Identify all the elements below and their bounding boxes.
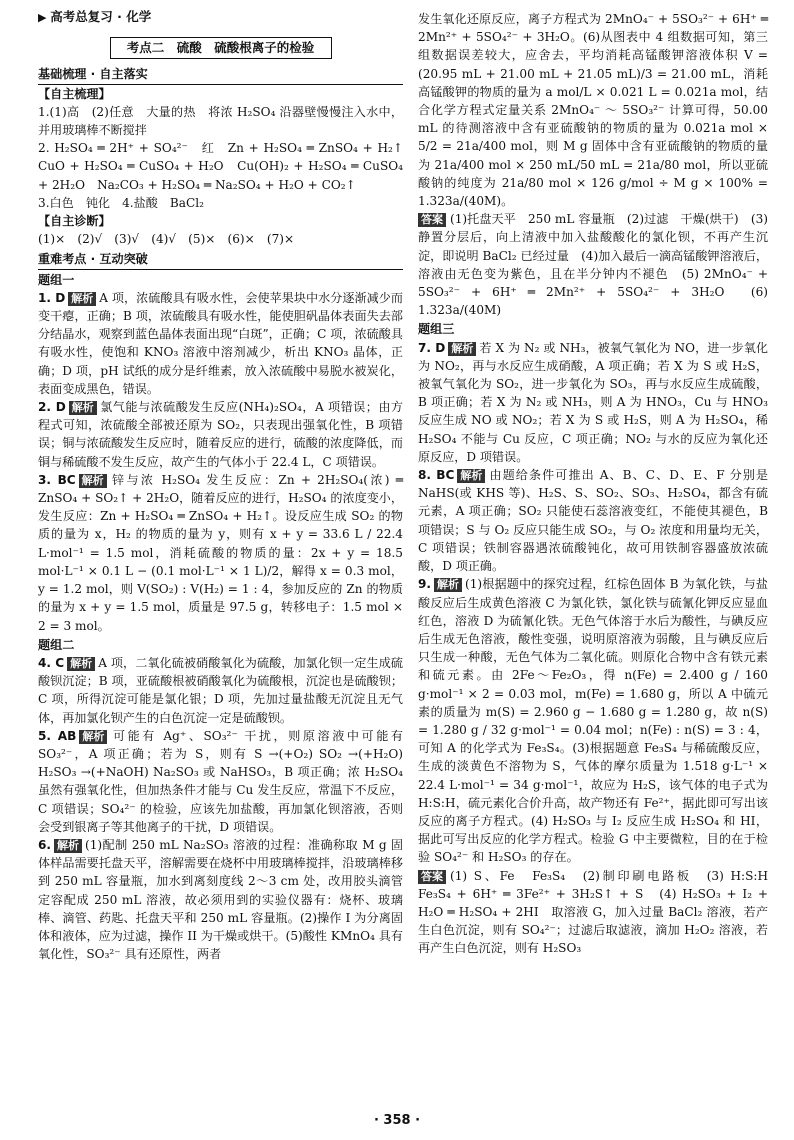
answer-item: [418, 867, 781, 958]
question-item: [38, 727, 403, 836]
question-number: 8. BC: [418, 468, 455, 483]
review-item: 2. H₂SO₄ ═ 2H⁺ + SO₄²⁻ 红 Zn + H₂SO₄ ═ ZnSO₄ + H₂↑ CuO + H₂SO₄ ═ CuSO₄ + H₂O Cu(OH)₂ + H₂SO₄ ═ CuSO₄ + 2H₂O Na₂CO₃ + H₂SO₄ ═ Na₂SO₄ + H₂O + CO₂↑: [38, 141, 416, 192]
question-analysis: 由题给条件可推出 A、B、C、D、E、F 分别是 NaHS(或 KHS 等)、H₂S、S、SO₂、SO₃、H₂SO₄，都含有硫元素，A 项正确；SO₂ 只能使石蕊溶液变红，不能使其褪色，B 项错误；S 与 O₂ 反应只能生成 SO₂，与 O₂ 浓度和用量均无关，C 项错误；铁制容器遇浓硫酸钝化，故可用铁制容器盛放浓硫酸，D 项正确。: [418, 468, 768, 574]
analysis-tag: 解析: [79, 730, 107, 744]
question-item: [418, 575, 768, 866]
analysis-tag: 解析: [54, 839, 82, 853]
analysis-tag: 解析: [68, 292, 96, 306]
analysis-tag: 解析: [69, 401, 97, 415]
question-item: [418, 339, 768, 466]
page-number: · 358 ·: [373, 1113, 421, 1128]
question-number: 5. AB: [38, 728, 77, 743]
question-item: [418, 466, 768, 575]
analysis-tag: 解析: [79, 474, 107, 488]
question-number: 2. D: [38, 400, 66, 415]
question-item: [38, 398, 403, 471]
analysis-tag: 解析: [448, 342, 476, 356]
sub-diagnosis: 【自主诊断】: [38, 214, 111, 229]
answer-tag: 答案: [418, 870, 446, 884]
question-analysis: A 项，二氧化硫被硝酸氧化为硫酸，加氯化钡一定生成硫酸钡沉淀；B 项，亚硫酸根被硝酸氧化为硫酸根，沉淀也是硫酸钡；C 项，所得沉淀可能是氯化银；D 项，先加过量盐酸无沉淀且无气体，再加氯化钡产生的白色沉淀一定是硫酸钡。: [38, 655, 403, 725]
question-analysis: A 项，浓硫酸具有吸水性，会使苹果块中水分逐渐减少而变干瘪，正确；B 项，浓硫酸具有吸水性，能使胆矾晶体表面失去部分结晶水，观察到蓝色晶体表面出现“白斑”，正确；C 项，浓硫酸具有吸水性，使饱和 KNO₃ 溶液中溶剂减少，析出 KNO₃ 晶体，正确；D 项，pH 试纸的成分是纤维素，放入浓硫酸中易脱水被炭化，表面变成黑色，错误。: [38, 290, 403, 396]
right-column: [418, 10, 781, 958]
analysis-tag: 解析: [434, 578, 462, 592]
question-analysis: 氯气能与浓硫酸发生反应(NH₄)₂SO₄，A 项错误；由方程式可知，浓硫酸全部被还原为 SO₂，只表现出强氧化性，B 项错误；铜与浓硫酸发生反应时，随着反应的进行，硫酸的浓度降低，而铜与稀硫酸不发生反应，故产生的气体小于 22.4 L，C 项错误。: [38, 400, 403, 469]
question-analysis: 可能有 Ag⁺、SO₃²⁻ 干扰，则原溶液中可能有 SO₃²⁻，A 项正确；若为 S，则有 S →(+O₂) SO₂ →(+H₂O) H₂SO₃ →(+NaOH) Na₂SO₃ 或 NaHSO₃，B 项正确；浓 H₂SO₄ 虽然有强氧化性，但加热条件才能与 Cu 发生反应，常温下不反应，C 项错误；SO₄²⁻ 的检验，应该先加盐酸，再加氯化钡溶液，否则会受到银离子等其他离子的干扰，D 项错误。: [38, 728, 403, 834]
running-header: ▶ 高考总复习 · 化学: [38, 8, 403, 27]
question-item: [38, 289, 403, 398]
answer-text: (1)托盘天平 250 mL 容量瓶 (2)过滤 干燥(烘干) (3)静置分层后，向上清液中加入盐酸酸化的氯化钡，不再产生沉淀，即说明 BaCl₂ 已经过量 (4)加入最后一滴高锰酸钾溶液后，溶液由无色变为紫色，且在半分钟内不褪色 (5) 2MnO₄⁻ + 5SO₃²⁻ + 6H⁺ ═ 2Mn²⁺ + 5SO₄²⁻ + 3H₂O (6) 1.323a/(40M): [418, 212, 768, 318]
question-analysis: 若 X 为 N₂ 或 NH₃，被氧气氧化为 NO，进一步氧化为 NO₂，再与水反应生成硝酸，A 项正确；若 X 为 S 或 H₂S，被氧气氧化为 SO₂，进一步氧化为 SO₃，再与水反应生成硫酸，B 项正确；若 X 为 N₂ 或 NH₃，则 A 为 HNO₃，Cu 与 HNO₃ 反应生成 NO 或 NO₂；若 X 为 S 或 H₂S，则 A 为 H₂SO₄，稀 H₂SO₄ 不能与 Cu 反应，C 项正确；NO₂ 与水的反应为氧化还原反应，D 项错误。: [418, 340, 768, 464]
question-item: [38, 654, 403, 727]
question-number: 6.: [38, 837, 52, 852]
review-item: 1.(1)高 (2)任意 大量的热 将浓 H₂SO₄ 沿器壁慢慢注入水中，并用玻璃棒不断搅拌: [38, 104, 403, 138]
question-analysis: 锌与浓 H₂SO₄ 发生反应：Zn + 2H₂SO₄(浓) ═ ZnSO₄ + SO₂↑ + 2H₂O，随着反应的进行，H₂SO₄ 的浓度变小，发生反应：Zn + H₂SO₄ ═ ZnSO₄ + H₂↑。设反应生成 SO₂ 的物质的量为 x，H₂ 的物质的量为 y，则有 x + y = 33.6 L / 22.4 L·mol⁻¹ = 1.5 mol，消耗硫酸的物质的量：2x + y = 18.5 mol·L⁻¹ × 0.1 L − (0.1 mol·L⁻¹ × 1 L)/2，解得 x = 0.3 mol，y = 1.2 mol，则 V(SO₂) : V(H₂) = 1 : 4，参加反应的 Zn 的物质的量为 x + y = 1.5 mol，质量是 97.5 g，转移电子：1.5 mol × 2 = 3 mol。: [38, 472, 403, 633]
question-item: [38, 471, 403, 635]
review-item: 3.白色 钝化 4.盐酸 BaCl₂: [38, 195, 204, 210]
question-number: 9.: [418, 577, 432, 592]
question-number: 1. D: [38, 290, 66, 305]
left-column: [38, 8, 416, 963]
answer-text: (1) S、Fe Fe₃S₄ (2)制印刷电路板 (3) H:S:H Fe₃S₄ + 6H⁺ ═ 3Fe²⁺ + 3H₂S↑ + S (4) H₂SO₃ + I₂ + H₂O ═ H₂SO₄ + 2HI 取溶液 G，加入过量 BaCl₂ 溶液，若产生白色沉淀，则有 SO₄²⁻；过滤后取滤液，滴加 H₂O₂ 溶液，若再产生白色沉淀，则有 H₂SO₃: [418, 868, 781, 956]
group-two-label: 题组二: [38, 637, 75, 652]
question-analysis: (1)根据题中的探究过程，红棕色固体 B 为氧化铁，与盐酸反应后生成黄色溶液 C 为氯化铁，氯化铁与硫氰化钾反应显血红色，溶液 D 为硫氰化铁。无色气体溶于水后为酸性，与碘反应后生成无色溶液，酸性变强，说明原溶液为弱酸，且与碘反应后只生成一种酸，无色气体为二氧化硫。则原化合物中含有铁元素和硫元素。由 2Fe～Fe₂O₃，得 n(Fe) = 2.400 g / 160 g·mol⁻¹ × 2 = 0.03 mol，m(Fe) = 1.680 g，所以 A 中硫元素的质量为 m(S) = 2.960 g − 1.680 g = 1.280 g，故 n(S) = 1.280 g / 32 g·mol⁻¹ = 0.04 mol；n(Fe) : n(S) = 3 : 4，可知 A 的化学式为 Fe₃S₄。(3)根据题意 Fe₃S₄ 与稀硫酸反应，生成的淡黄色不溶物为 S，气体的摩尔质量为 1.518 g·L⁻¹ × 22.4 L·mol⁻¹ = 34 g·mol⁻¹，故应为 H₂S，该气体的电子式为 H:S:H，硫元素化合价升高，故产物还有 Fe²⁺，据此即可写出该反应的离子方程式。(4) H₂SO₃ 与 I₂ 反应生成 H₂SO₄ 和 HI，据此可写出反应的化学方程式。检验 G 中主要微粒，目的在于检验 SO₄²⁻ 和 H₂SO₃ 的存在。: [418, 577, 768, 865]
sub-review: 【自主梳理】: [38, 86, 111, 101]
topic-title: 考点二 硫酸 硫酸根离子的检验: [110, 37, 332, 59]
group-three-label: 题组三: [418, 322, 455, 337]
question-number: 7. D: [418, 340, 446, 355]
question-analysis: (1)配制 250 mL Na₂SO₃ 溶液的过程：准确称取 M g 固体样品需要托盘天平，溶解需要在烧杯中用玻璃棒搅拌，沿玻璃棒移到 250 mL 容量瓶，加水到离刻度线 2～3 cm 处，改用胶头滴管定容配成 250 mL 溶液，故必须用到的实验仪器有：烧杯、玻璃棒、滴管、药匙、托盘天平和 250 mL 容量瓶。(2)操作 I 为分离固体和液体，应为过滤，操作 II 为干燥或烘干。(5)酸性 KMnO₄ 具有氧化性，SO₃²⁻ 具有还原性，两者: [38, 837, 403, 962]
question-number: 3. BC: [38, 472, 76, 487]
answer-item: [418, 210, 768, 319]
section-key: 重难考点 · 互动突破: [38, 250, 403, 269]
question-item: [38, 836, 403, 963]
analysis-tag: 解析: [457, 469, 485, 483]
question-analysis-continued: 发生氧化还原反应，离子方程式为 2MnO₄⁻ + 5SO₃²⁻ + 6H⁺ ═ 2Mn²⁺ + 5SO₄²⁻ + 3H₂O。(6)从图表中 4 组数据可知，第三组数据误差较大，应舍去，平均消耗高锰酸钾溶液体积 V = (20.95 mL + 21.00 mL + 21.05 mL)/3 = 21.00 mL，消耗高锰酸钾的物质的量为 a mol/L × 0.021 L = 0.021a mol，结合化学方程式定量关系 2MnO₄⁻ ～ 5SO₃²⁻ 计算可得，50.00 mL 的待测溶液中含有亚硫酸钠的物质的量为 0.021a mol × 5/2 = 21a/400 mol，则 M g 固体中含有亚硫酸钠的物质的量为 21a/400 mol × 250 mL/50 mL = 21a/80 mol，所以亚硫酸钠的纯度为 21a/80 mol × 126 g/mol ÷ M g × 100% = 1.323a/(40M)。: [418, 12, 768, 209]
section-basic: 基础梳理 · 自主落实: [38, 65, 403, 84]
question-number: 4. C: [38, 655, 65, 670]
answer-tag: 答案: [418, 213, 446, 227]
analysis-tag: 解析: [67, 657, 95, 671]
diagnosis-answers: (1)× (2)√ (3)√ (4)√ (5)× (6)× (7)×: [38, 232, 295, 247]
group-one-label: 题组一: [38, 272, 75, 287]
